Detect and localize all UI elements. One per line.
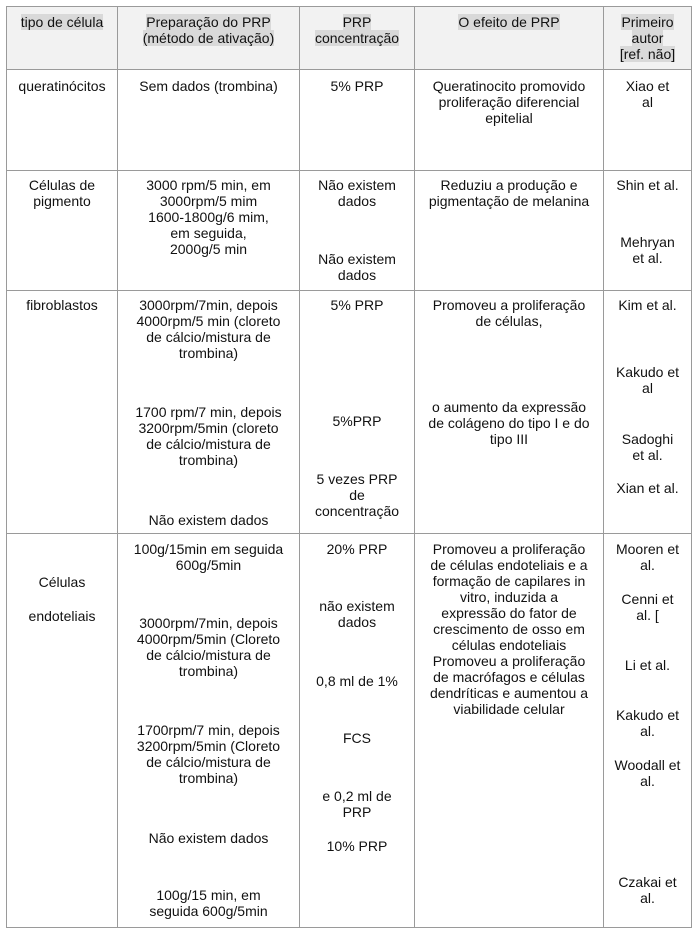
text-line: seguida 600g/5min xyxy=(149,903,268,919)
text-line: em seguida, xyxy=(170,225,247,241)
row4-author-c xyxy=(604,657,691,673)
text-line: o aumento da expressão xyxy=(431,399,587,415)
text-line: tipo III xyxy=(489,431,529,447)
row1-conc xyxy=(300,78,414,94)
text-line: al xyxy=(642,380,653,396)
text: queratinócitos xyxy=(18,78,106,94)
row4-conc-f xyxy=(300,838,414,854)
text-line: não existem xyxy=(319,598,395,614)
text-line: Não existem xyxy=(318,251,396,267)
text-line: de células, xyxy=(475,313,543,329)
row3-author-c xyxy=(604,431,691,463)
text-line: células endoteliais xyxy=(451,637,567,653)
row4-conc-b xyxy=(300,598,414,630)
header-prep-line: Preparação do PRP xyxy=(146,14,271,30)
text-line: trombina) xyxy=(178,345,239,361)
text-line: 4000rpm/5min (Cloreto xyxy=(136,631,281,647)
text-line: pigmentação de melanina xyxy=(428,193,590,209)
text-line: al. xyxy=(640,557,655,573)
row2-author-b xyxy=(604,234,691,266)
row2-conc-b xyxy=(300,251,414,283)
row1-cell-type xyxy=(7,78,117,94)
grid-line xyxy=(6,6,7,928)
row3-effect-b xyxy=(415,399,603,447)
row4-prep-a xyxy=(118,541,299,573)
text: endoteliais xyxy=(28,608,96,624)
row4-author-b xyxy=(604,591,691,623)
header-conc-line: concentração xyxy=(314,30,400,46)
text-line: Não existem xyxy=(318,177,396,193)
row1-effect xyxy=(415,78,603,126)
row2-effect xyxy=(415,177,603,209)
text-line: dados xyxy=(337,267,377,283)
grid-line xyxy=(6,170,692,171)
text-line: 5 vezes PRP xyxy=(316,471,398,487)
text-line: al xyxy=(642,94,653,110)
text-line: dados xyxy=(337,614,377,630)
row2-author-a xyxy=(604,177,691,193)
text-line: 3200rpm/5min (Cloreto xyxy=(136,738,281,754)
header-effect xyxy=(415,14,603,30)
text-line: Woodall et xyxy=(614,757,681,773)
row2-conc-a xyxy=(300,177,414,209)
grid-line xyxy=(414,6,415,928)
grid-line xyxy=(6,6,692,7)
text: Células xyxy=(38,574,86,590)
text-line: al. xyxy=(640,723,655,739)
text: Sem dados (trombina) xyxy=(139,78,278,94)
text: 5% PRP xyxy=(330,297,384,313)
text-line: Cenni et xyxy=(621,591,674,607)
text-line: Promoveu a proliferação xyxy=(432,541,586,557)
text-line: et al. xyxy=(632,250,663,266)
header-conc-line: PRP xyxy=(342,14,372,30)
text: Kim et al. xyxy=(618,297,677,313)
grid-line xyxy=(603,6,604,928)
text: 5%PRP xyxy=(332,413,382,429)
text-line: epitelial xyxy=(485,110,533,126)
text-line: Promoveu a proliferação xyxy=(432,653,586,669)
row4-conc-c xyxy=(300,673,414,689)
row3-prep-c xyxy=(118,512,299,528)
row3-author-d xyxy=(604,480,691,496)
text-line: Sadoghi xyxy=(621,431,674,447)
text-line: expressão do fator de xyxy=(441,605,577,621)
text-line: et al. xyxy=(632,447,663,463)
header-concentration xyxy=(300,14,414,46)
text-line: pigmento xyxy=(33,193,91,209)
grid-line xyxy=(691,6,692,928)
row4-conc-a xyxy=(300,541,414,557)
text-line: 4000rpm/5 min (cloreto xyxy=(136,313,281,329)
row4-prep-b xyxy=(118,615,299,679)
row4-prep-d xyxy=(118,830,299,846)
text-line: Queratinocito promovido xyxy=(432,78,586,94)
text: 0,8 ml de 1% xyxy=(316,673,398,689)
header-cell-type xyxy=(7,14,117,30)
text-line: de cálcio/mistura de xyxy=(146,329,271,345)
row4-author-e xyxy=(604,757,691,789)
header-prep-line: (método de ativação) xyxy=(142,30,275,46)
text-line: Reduziu a produção e xyxy=(440,177,578,193)
text-line: Kakudo et xyxy=(615,707,680,723)
text-line: 600g/5min xyxy=(175,557,242,573)
text-line: 100g/15min em seguida xyxy=(133,541,284,557)
text-line: de xyxy=(349,487,365,503)
text: Xian et al. xyxy=(616,480,679,496)
row3-cell-type xyxy=(7,297,117,313)
row4-cell-type-a xyxy=(7,574,117,590)
text-line: proliferação diferencial xyxy=(438,94,580,110)
text-line: 3000rpm/7min, depois xyxy=(139,615,278,631)
row3-conc-b xyxy=(300,413,414,429)
text-line: de colágeno do tipo I e do xyxy=(428,415,590,431)
row3-prep-b xyxy=(118,404,299,468)
text-line: Promoveu a proliferação xyxy=(432,297,586,313)
text-line: vitro, induzida a xyxy=(459,589,559,605)
header-effect-text: O efeito de PRP xyxy=(458,14,560,30)
text: 10% PRP xyxy=(326,838,388,854)
text-line: al. xyxy=(640,890,655,906)
header-cell-type-text: tipo de célula xyxy=(20,14,104,30)
header-author-line: autor xyxy=(631,30,664,46)
text-line: e 0,2 ml de xyxy=(322,788,392,804)
row4-author-a xyxy=(604,541,691,573)
text-line: trombina) xyxy=(178,663,239,679)
text-line: dendríticas e aumentou a xyxy=(430,685,588,701)
text-line: PRP xyxy=(342,804,372,820)
row3-author-a xyxy=(604,297,691,313)
header-author-line: Primeiro xyxy=(621,14,674,30)
text-line: 3000 rpm/5 min, em xyxy=(146,177,271,193)
header-author xyxy=(604,14,691,62)
grid-line xyxy=(6,69,692,70)
header-prep xyxy=(118,14,299,46)
row3-author-b xyxy=(604,364,691,396)
grid-line xyxy=(6,533,692,534)
text-line: trombina) xyxy=(178,770,239,786)
text-line: viabilidade celular xyxy=(453,701,565,717)
text-line: al. xyxy=(640,773,655,789)
text-line: de cálcio/mistura de xyxy=(146,647,271,663)
text-line: Kakudo et xyxy=(615,364,680,380)
text-line: al. [ xyxy=(636,607,659,623)
text-line: de macrófagos e células xyxy=(433,669,585,685)
text: 20% PRP xyxy=(326,541,388,557)
text: Não existem dados xyxy=(148,830,269,846)
text-line: 3200rpm/5min (cloreto xyxy=(138,420,279,436)
text-line: 1700 rpm/7 min, depois xyxy=(135,404,282,420)
text-line: formação de capilares in xyxy=(432,573,586,589)
row4-cell-type-b xyxy=(7,608,117,624)
text-line: trombina) xyxy=(178,452,239,468)
text-line: de cálcio/mistura de xyxy=(146,754,271,770)
grid-line xyxy=(6,927,692,928)
text-line: 3000rpm/7min, depois xyxy=(139,297,278,313)
row4-conc-d xyxy=(300,730,414,746)
row3-conc-a xyxy=(300,297,414,313)
text-line: 1600-1800g/6 mim, xyxy=(148,209,269,225)
text-line: 3000rpm/5 mim xyxy=(159,193,258,209)
text-line: de células endoteliais e a xyxy=(430,557,588,573)
text-line: concentração xyxy=(314,503,400,519)
row2-prep xyxy=(118,177,299,257)
text: Shin et al. xyxy=(616,177,679,193)
row4-author-d xyxy=(604,707,691,739)
grid-line xyxy=(6,290,692,291)
text-line: de cálcio/mistura de xyxy=(146,436,271,452)
text-line: Mooren et xyxy=(615,541,680,557)
prp-table xyxy=(6,6,692,928)
text: Li et al. xyxy=(624,657,671,673)
text-line: 100g/15 min, em xyxy=(156,887,261,903)
text-line: Czakai et xyxy=(618,874,677,890)
text-line: dados xyxy=(337,193,377,209)
row3-conc-c xyxy=(300,471,414,519)
row1-prep xyxy=(118,78,299,94)
row4-author-f xyxy=(604,874,691,906)
text-line: Xiao et xyxy=(625,78,670,94)
row4-effect xyxy=(415,541,603,717)
text: Não existem dados xyxy=(148,512,269,528)
text: 5% PRP xyxy=(330,78,384,94)
row4-prep-c xyxy=(118,722,299,786)
text: FCS xyxy=(343,730,371,746)
text-line: Células de xyxy=(28,177,96,193)
row4-prep-e xyxy=(118,887,299,919)
header-author-line: [ref. não] xyxy=(619,46,676,62)
row2-cell-type xyxy=(7,177,117,209)
text-line: crescimento de osso em xyxy=(433,621,585,637)
text: fibroblastos xyxy=(26,297,98,313)
row1-author xyxy=(604,78,691,110)
text-line: 2000g/5 min xyxy=(169,241,248,257)
text-line: Mehryan xyxy=(620,234,675,250)
row3-effect-a xyxy=(415,297,603,329)
row4-conc-e xyxy=(300,788,414,820)
text-line: 1700rpm/7 min, depois xyxy=(137,722,280,738)
row3-prep-a xyxy=(118,297,299,361)
